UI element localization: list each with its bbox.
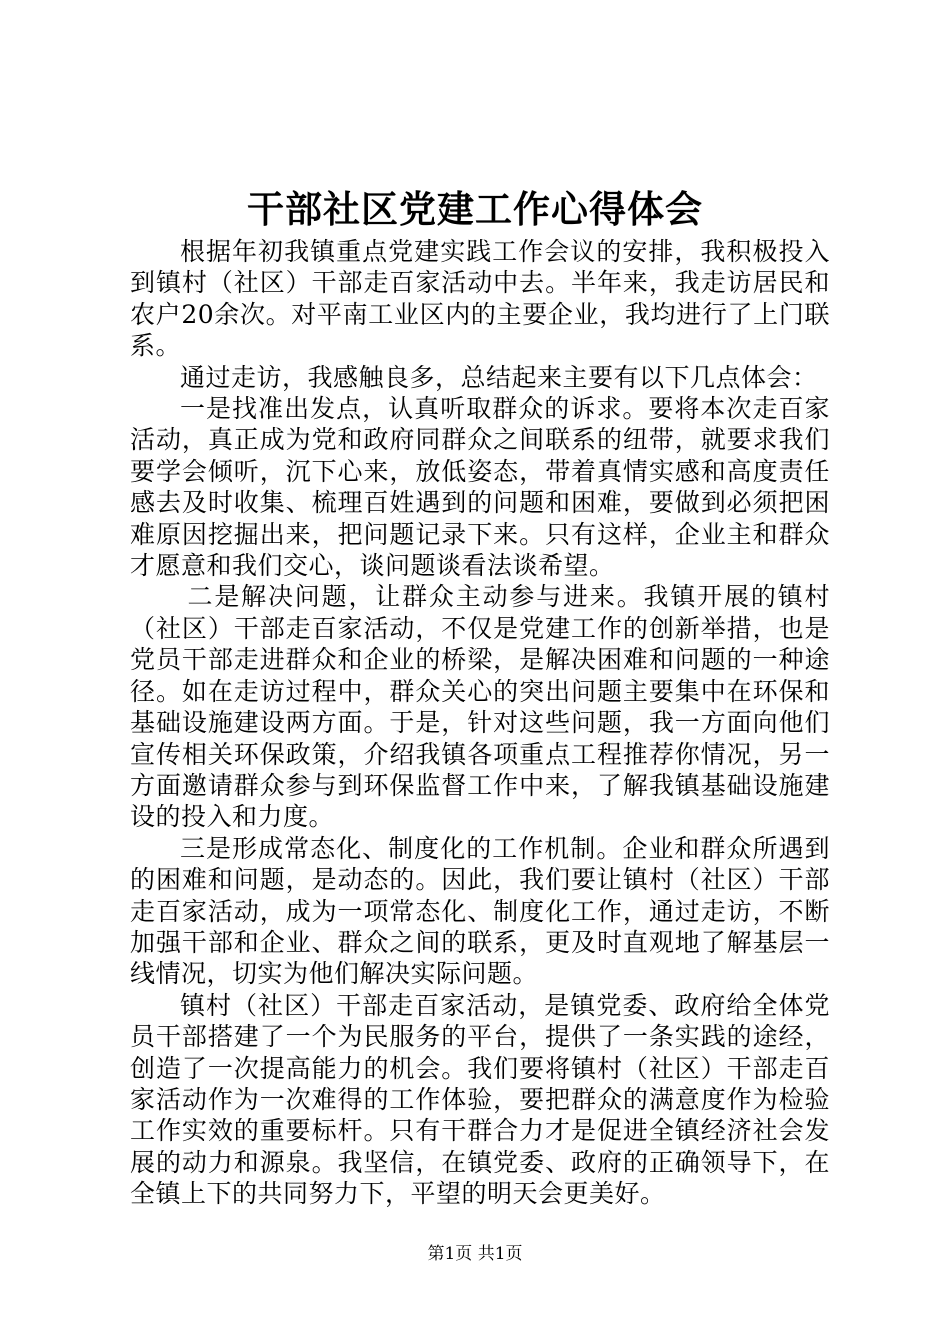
document-body xyxy=(130,236,830,1210)
paragraph-conclusion: 镇村（社区）干部走百家活动，是镇党委、政府给全体党员干部搭建了一个为民服务的平台，提供了一条实践的途经，创造了一次提高能力的机会。我们要将镇村（社区）干部走百家活动作为一次难得的工作体验，要把群众的满意度作为检验工作实效的重要标杆。只有干群合力才是促进全镇经济社会发展的动力和源泉。我坚信，在镇党委、政府的正确领导下，在全镇上下的共同努力下，平望的明天会更美好。 xyxy=(130,990,830,1209)
paragraph-point-three: 三是形成常态化、制度化的工作机制。企业和群众所遇到的困难和问题，是动态的。因此，我们要让镇村（社区）干部走百家活动，成为一项常态化、制度化工作，通过走访，不断加强干部和企业、群众之间的联系，更及时直观地了解基层一线情况，切实为他们解决实际问题。 xyxy=(130,833,830,989)
paragraph-point-one: 一是找准出发点，认真听取群众的诉求。要将本次走百家活动，真正成为党和政府同群众之间联系的纽带，就要求我们要学会倾听，沉下心来，放低姿态，带着真情实感和高度责任感去及时收集、梳理百姓遇到的问题和困难，要做到必须把困难原因挖掘出来，把问题记录下来。只有这样，企业主和群众才愿意和我们交心，谈问题谈看法谈希望。 xyxy=(130,394,830,581)
page-footer: 第1页 共1页 xyxy=(427,1244,523,1264)
document-title: 干部社区党建工作心得体会 xyxy=(247,187,703,231)
paragraph-summary-lead: 通过走访，我感触良多，总结起来主要有以下几点体会： xyxy=(180,362,818,392)
paragraph-intro: 根据年初我镇重点党建实践工作会议的安排，我积极投入到镇村（社区）干部走百家活动中去。半年来，我走访居民和农户20余次。对平南工业区内的主要企业，我均进行了上门联系。 xyxy=(130,237,830,361)
paragraph-point-two: 二是解决问题，让群众主动参与进来。我镇开展的镇村（社区）干部走百家活动，不仅是党建工作的创新举措，也是党员干部走进群众和企业的桥梁，是解决困难和问题的一种途径。如在走访过程中，群众关心的突出问题主要集中在环保和基础设施建设两方面。于是，针对这些问题，我一方面向他们宣传相关环保政策，介绍我镇各项重点工程推荐你情况，另一方面邀请群众参与到环保监督工作中来，了解我镇基础设施建设的投入和力度。 xyxy=(130,582,830,832)
